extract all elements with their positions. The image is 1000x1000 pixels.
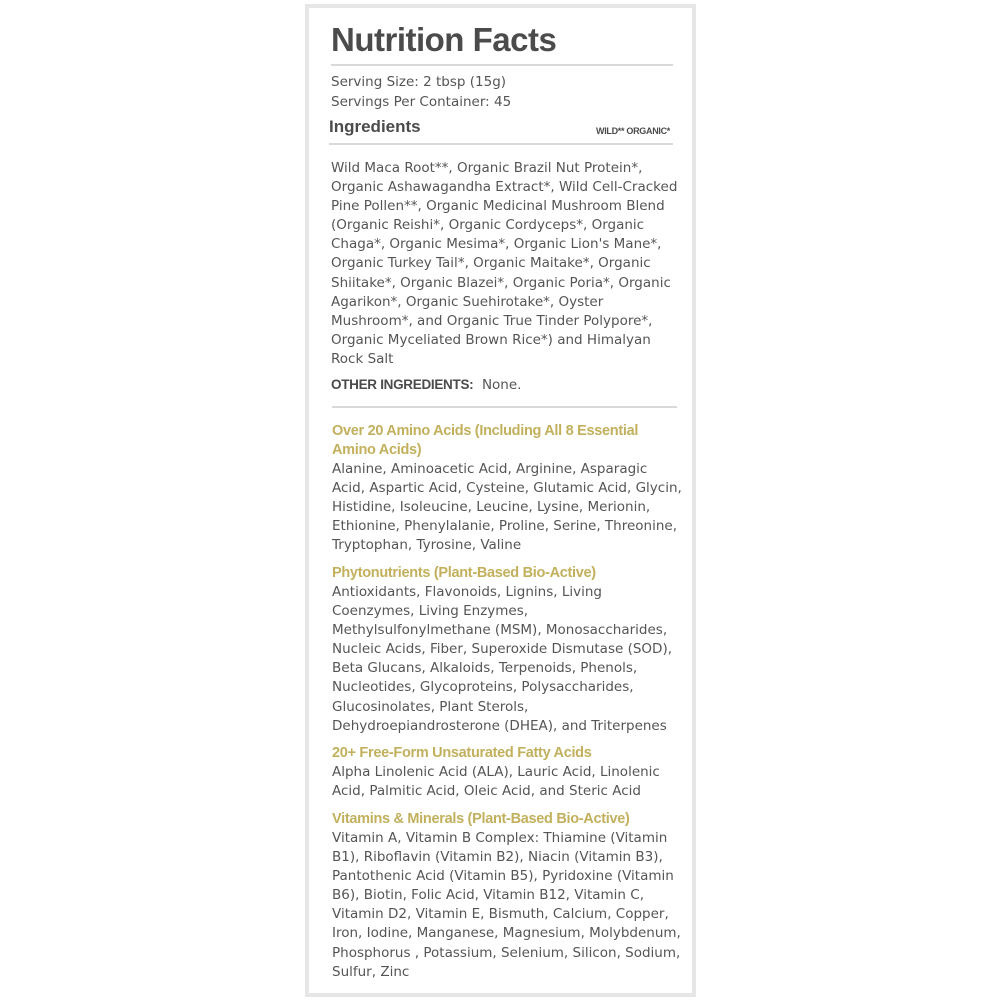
section-vitamins-minerals [332,810,682,982]
section-body: Alanine, Aminoacetic Acid, Arginine, Asparagic Acid, Aspartic Acid, Cysteine, Glutamic Acid, Glycin, Histidine, Isoleucine, Leucine, Lysine, Merionin, Ethionine, Phenylalanie, Proline, Serine, Threonine, Tryptophan, Tyrosine, Valine [332,461,682,554]
section-amino-acids [332,422,682,555]
servings-per-container: Servings Per Container: 45 [331,94,512,110]
title-divider [331,64,673,66]
wild-organic-legend: WILD** ORGANIC* [596,126,670,136]
section-title: 20+ Free-Form Unsaturated Fatty Acids [332,745,592,761]
section-fatty-acids [332,744,682,801]
section-body: Vitamin A, Vitamin B Complex: Thiamine (Vitamin B1), Riboflavin (Vitamin B2), Niacin (Vitamin B3), Pantothenic Acid (Vitamin B5), Pyridoxine (Vitamin B6), Biotin, Folic Acid, Vitamin B12, Vitamin C, Vitamin D2, Vitamin E, Bismuth, Calcium, Copper, Iron, Iodine, Manganese, Magnesium, Molybdenum, Phosphorus , Potassium, Selenium, Silicon, Sodium, Sulfur, Zinc [332,830,681,980]
nutrition-facts-panel [305,4,696,997]
page-title: Nutrition Facts [331,21,557,58]
section-body: Antioxidants, Flavonoids, Lignins, Living Coenzymes, Living Enzymes, Methylsulfonylmethane (MSM), Monosaccharides, Nucleic Acids, Fiber, Superoxide Dismutase (SOD), Beta Glucans, Alkaloids, Terpenoids, Phenols, Nucleotides, Glycoproteins, Polysaccharides, Glucosinolates, Plant Sterols, Dehydroepiandrosterone (DHEA), and Triterpenes [332,584,672,734]
serving-size: Serving Size: 2 tbsp (15g) [331,74,507,90]
section-divider [332,406,677,408]
section-body: Alpha Linolenic Acid (ALA), Lauric Acid, Linolenic Acid, Palmitic Acid, Oleic Acid, and Steric Acid [332,764,660,800]
other-ingredients-value: None. [481,377,522,393]
other-ingredients-label: OTHER INGREDIENTS: [331,377,474,392]
other-ingredients [331,375,521,395]
section-title: Phytonutrients (Plant-Based Bio-Active) [332,565,596,581]
section-title: Vitamins & Minerals (Plant-Based Bio-Active) [332,811,630,827]
ingredients-heading: Ingredients [329,117,421,136]
ingredients-divider [329,143,673,145]
serving-info [331,72,511,112]
ingredients-list: Wild Maca Root**, Organic Brazil Nut Protein*, Organic Ashawagandha Extract*, Wild Cell-Cracked Pine Pollen**, Organic Medicinal Mushroom Blend (Organic Reishi*, Organic Cordyceps*, Organic Chaga*, Organic Mesima*, Organic Lion's Mane*, Organic Turkey Tail*, Organic Maitake*, Organic Shiitake*, Organic Blazei*, Organic Poria*, Organic Agarikon*, Organic Suehirotake*, Oyster Mushroom*, and Organic True Tinder Polypore*, Organic Myceliated Brown Rice*) and Himalyan Rock Salt [331,160,678,367]
section-title: Over 20 Amino Acids (Including All 8 Essential Amino Acids) [332,423,639,458]
section-phytonutrients [332,564,682,736]
